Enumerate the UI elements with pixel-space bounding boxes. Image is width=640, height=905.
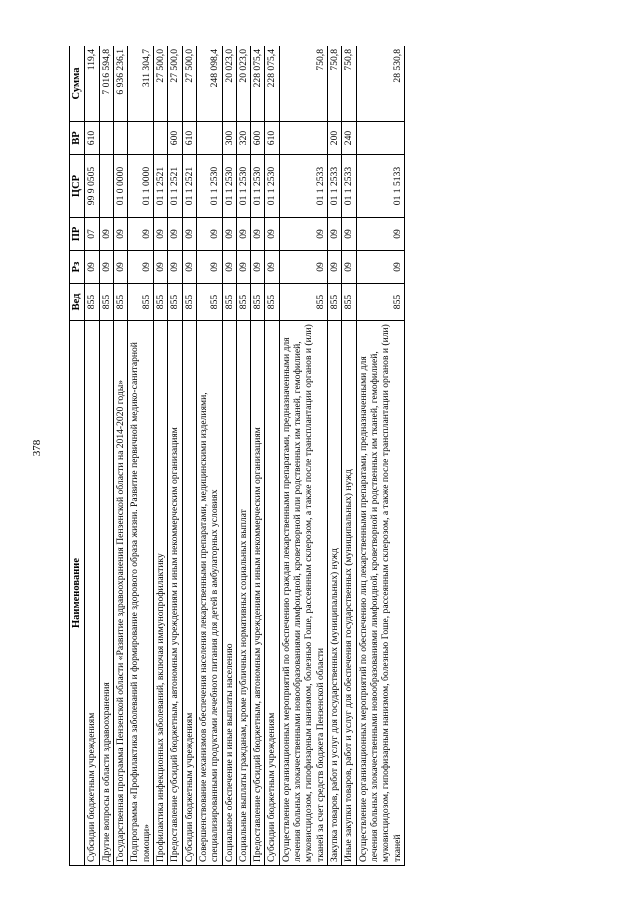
cell-rz: 09 [356, 251, 404, 284]
cell-vr: 600 [168, 122, 182, 155]
cell-name: Субсидии бюджетным учреждениям [182, 321, 196, 866]
cell-csr: 01 1 2530 [222, 155, 236, 218]
cell-rz: 09 [182, 251, 196, 284]
cell-ved: 855 [182, 284, 196, 321]
header-name: Наименование [70, 321, 85, 866]
cell-sum: 228 075,4 [251, 46, 265, 122]
cell-sum: 311 304,7 [128, 46, 154, 122]
cell-ved: 855 [128, 284, 154, 321]
cell-name: Подпрограмма «Профилактика заболеваний и формирование здорового образа жизни. Развитие первичной медико-санитарной помощи» [128, 321, 154, 866]
cell-csr: 01 1 0000 [128, 155, 154, 218]
cell-csr: 01 1 5133 [356, 155, 404, 218]
cell-pr: 09 [356, 218, 404, 251]
cell-rz: 09 [265, 251, 279, 284]
cell-name: Социальные выплаты гражданам, кроме публичных нормативных социальных выплат [236, 321, 250, 866]
cell-sum: 27 500,0 [182, 46, 196, 122]
cell-vr: 240 [342, 122, 356, 155]
table-row [128, 46, 154, 866]
cell-name: Предоставление субсидий бюджетным, автономным учреждениям и иным некоммерческим организациям [251, 321, 265, 866]
cell-sum: 7 016 594,8 [99, 46, 113, 122]
table-row [168, 46, 182, 866]
cell-csr: 01 1 2530 [265, 155, 279, 218]
cell-ved: 855 [114, 284, 128, 321]
cell-pr: 09 [342, 218, 356, 251]
cell-rz: 09 [99, 251, 113, 284]
cell-sum: 27 500,0 [168, 46, 182, 122]
cell-ved: 855 [196, 284, 222, 321]
header-rz: Рз [70, 251, 85, 284]
table-row [356, 46, 404, 866]
cell-name: Осуществление организационных мероприятий по обеспечению граждан лекарственными препаратами, предназначенными для лечения больных злокачественными новообразованиями лимфоидной, кроветворной или родственных им тканей, гемофилией, муковисцидозом, гипофизарным нанизмом, болезнью Гоше, рассеянным склерозом, а также после трансплантации органов и (или) тканей за счет средств бюджета Пензенской области [279, 321, 327, 866]
header-csr: ЦСР [70, 155, 85, 218]
cell-name: Другие вопросы в области здравоохранения [99, 321, 113, 866]
cell-pr: 09 [222, 218, 236, 251]
table-row [182, 46, 196, 866]
cell-csr: 01 1 2530 [196, 155, 222, 218]
cell-pr: 09 [168, 218, 182, 251]
cell-sum: 27 500,0 [153, 46, 167, 122]
cell-sum: 119,4 [85, 46, 99, 122]
cell-ved: 855 [168, 284, 182, 321]
cell-csr: 01 1 2533 [342, 155, 356, 218]
cell-pr: 09 [251, 218, 265, 251]
cell-pr: 09 [99, 218, 113, 251]
cell-rz: 09 [236, 251, 250, 284]
cell-pr: 09 [328, 218, 342, 251]
cell-rz: 09 [85, 251, 99, 284]
page-content [69, 46, 619, 866]
cell-vr: 610 [182, 122, 196, 155]
cell-rz: 09 [114, 251, 128, 284]
header-sum: Сумма [70, 46, 85, 122]
cell-sum: 6 936 236,1 [114, 46, 128, 122]
cell-name: Совершенствование механизмов обеспечения населения лекарственными препаратами, медицинскими изделиями, специализированными продуктами лечебного питания для детей в амбулаторных условиях [196, 321, 222, 866]
cell-rz: 09 [153, 251, 167, 284]
cell-pr: 07 [85, 218, 99, 251]
table-row [85, 46, 99, 866]
table-row [196, 46, 222, 866]
cell-name: Государственная программа Пензенской области «Развитие здравоохранения Пензенской области на 2014-2020 годы» [114, 321, 128, 866]
cell-pr: 09 [128, 218, 154, 251]
cell-ved: 855 [153, 284, 167, 321]
cell-ved: 855 [356, 284, 404, 321]
cell-vr [356, 122, 404, 155]
cell-csr: 01 1 2530 [251, 155, 265, 218]
cell-ved: 855 [85, 284, 99, 321]
cell-name: Осуществление организационных мероприятий по обеспечению лиц лекарственными препаратами, предназначенными для лечения больных злокачественными новообразованиями лимфоидной, кроветворной и родственных им тканей, гемофилией, муковисцидозом, гипофизарным нанизмом, болезнью Гоше, рассеянным склерозом, а также после трансплантации органов и (или) тканей [356, 321, 404, 866]
cell-rz: 09 [128, 251, 154, 284]
cell-sum: 750,8 [328, 46, 342, 122]
cell-vr: 610 [85, 122, 99, 155]
table-row [279, 46, 327, 866]
cell-pr: 09 [114, 218, 128, 251]
header-pr: ПР [70, 218, 85, 251]
cell-sum: 20 023,0 [222, 46, 236, 122]
page-number: 378 [31, 439, 43, 457]
cell-pr: 09 [153, 218, 167, 251]
cell-name: Закупка товаров, работ и услуг для государственных (муниципальных) нужд [328, 321, 342, 866]
cell-sum: 228 075,4 [265, 46, 279, 122]
header-ved: Вед [70, 284, 85, 321]
cell-name: Профилактика инфекционных заболеваний, включая иммунопрофилактику [153, 321, 167, 866]
table-row [342, 46, 356, 866]
cell-ved: 855 [222, 284, 236, 321]
cell-ved: 855 [236, 284, 250, 321]
budget-table [69, 46, 405, 866]
cell-ved: 855 [99, 284, 113, 321]
cell-pr: 09 [279, 218, 327, 251]
cell-ved: 855 [328, 284, 342, 321]
cell-name: Субсидии бюджетным учреждениям [85, 321, 99, 866]
cell-csr [99, 155, 113, 218]
cell-sum: 750,8 [342, 46, 356, 122]
cell-name: Предоставление субсидий бюджетным, автономным учреждениям и иным некоммерческим организациям [168, 321, 182, 866]
cell-rz: 09 [168, 251, 182, 284]
cell-pr: 09 [196, 218, 222, 251]
cell-sum: 20 023,0 [236, 46, 250, 122]
cell-vr [153, 122, 167, 155]
rotated-table-container [69, 46, 619, 866]
cell-ved: 855 [265, 284, 279, 321]
table-row [328, 46, 342, 866]
cell-pr: 09 [182, 218, 196, 251]
cell-csr: 99 9 0505 [85, 155, 99, 218]
cell-csr: 01 1 2530 [236, 155, 250, 218]
cell-rz: 09 [251, 251, 265, 284]
cell-csr: 01 1 2521 [182, 155, 196, 218]
table-row [222, 46, 236, 866]
cell-sum: 750,8 [279, 46, 327, 122]
header-vr: ВР [70, 122, 85, 155]
cell-name: Иные закупки товаров, работ и услуг для обеспечения государственных (муниципальных) нужд [342, 321, 356, 866]
cell-csr: 01 1 2533 [328, 155, 342, 218]
table-row [114, 46, 128, 866]
cell-rz: 09 [342, 251, 356, 284]
cell-csr: 01 1 2521 [168, 155, 182, 218]
cell-vr: 200 [328, 122, 342, 155]
cell-ved: 855 [342, 284, 356, 321]
cell-vr: 300 [222, 122, 236, 155]
cell-sum: 28 530,8 [356, 46, 404, 122]
cell-name: Субсидии бюджетным учреждениям [265, 321, 279, 866]
cell-sum: 248 098,4 [196, 46, 222, 122]
cell-vr [99, 122, 113, 155]
cell-name: Социальное обеспечение и иные выплаты населению [222, 321, 236, 866]
cell-ved: 855 [279, 284, 327, 321]
cell-vr: 600 [251, 122, 265, 155]
cell-vr [128, 122, 154, 155]
table-row [265, 46, 279, 866]
cell-vr [196, 122, 222, 155]
cell-csr: 01 1 2521 [153, 155, 167, 218]
cell-ved: 855 [251, 284, 265, 321]
cell-vr: 320 [236, 122, 250, 155]
table-row [153, 46, 167, 866]
table-header-row [70, 46, 85, 866]
table-row [236, 46, 250, 866]
cell-rz: 09 [279, 251, 327, 284]
cell-vr: 610 [265, 122, 279, 155]
cell-rz: 09 [328, 251, 342, 284]
cell-vr [279, 122, 327, 155]
cell-vr [114, 122, 128, 155]
table-row [99, 46, 113, 866]
cell-csr: 01 0 0000 [114, 155, 128, 218]
table-row [251, 46, 265, 866]
cell-rz: 09 [222, 251, 236, 284]
cell-rz: 09 [196, 251, 222, 284]
cell-pr: 09 [265, 218, 279, 251]
cell-pr: 09 [236, 218, 250, 251]
cell-csr: 01 1 2533 [279, 155, 327, 218]
